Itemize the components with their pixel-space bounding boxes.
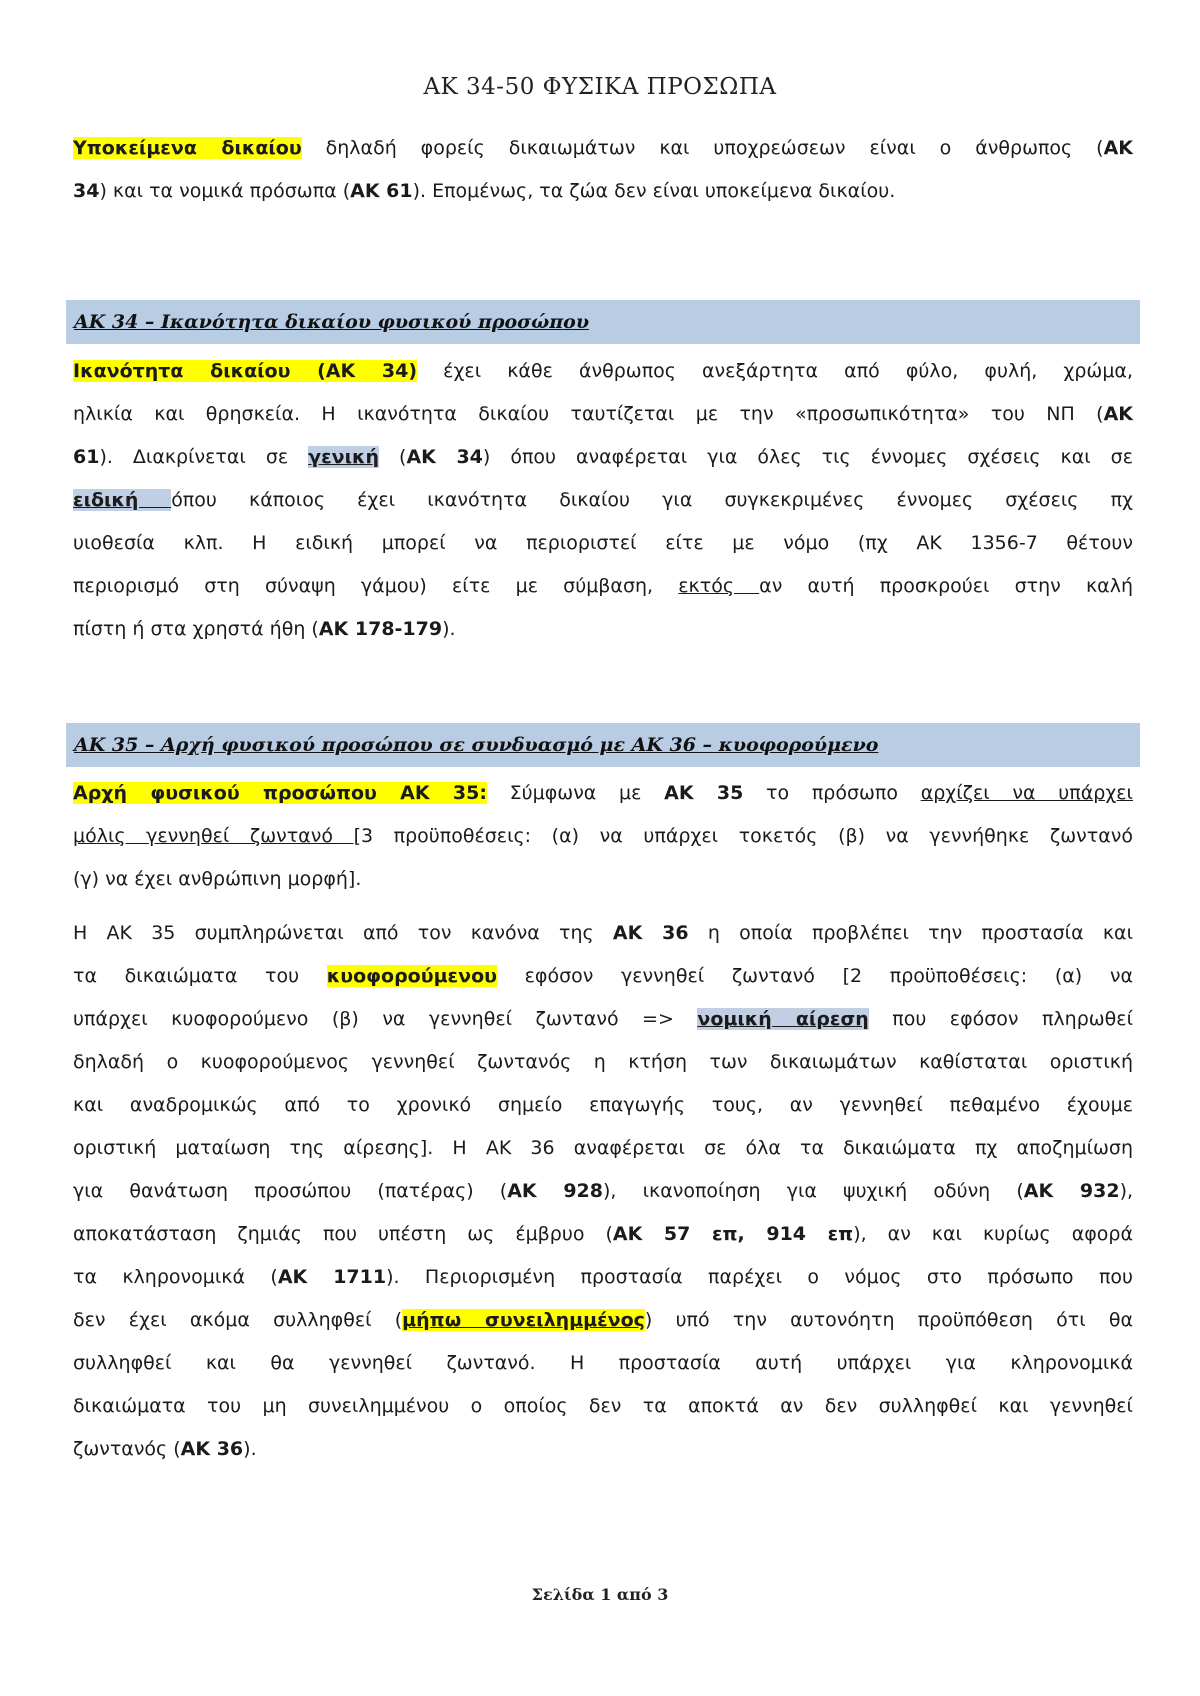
highlight-term: Υποκείμενα δικαίου — [73, 137, 302, 159]
blue-highlight-term: νομική αίρεση — [697, 1008, 869, 1030]
page-footer: Σελίδα 1 από 3 — [531, 1585, 669, 1604]
page-title: ΑΚ 34-50 ΦΥΣΙΚΑ ΠΡΟΣΩΠΑ — [423, 74, 777, 100]
section2-paragraph-2: Η ΑΚ 35 συμπληρώνεται από τον κανόνα της ΑΚ 36 η οποία προβλέπει την προστασία και τα δικαιώματα του κυοφορούμενου εφόσον γεννηθεί ζωντανό [2 προϋποθέσεις: (α) να υπάρχει κυοφορούμενο (β) να γεννηθεί ζωντανό => νομική αίρεση που εφόσον πληρωθεί δηλαδή ο κυοφορούμενος γεννηθεί ζωντανός η κτήση των δικαιωμάτων καθίσταται οριστική και αναδρομικώς από το χρονικό σημείο επαγωγής τους, αν γεννηθεί πεθαμένο έχουμε οριστική ματαίωση της αίρεσης]. Η ΑΚ 36 αναφέρεται σε όλα τα δικαιώματα πχ αποζημίωση για θανάτωση προσώπου (πατέρας) (ΑΚ 928), ικανοποίηση για ψυχική οδύνη (ΑΚ 932), αποκατάσταση ζημιάς που υπέστη ως έμβρυο (ΑΚ 57 επ, 914 επ), αν και κυρίως αφορά τα κληρονομικά (ΑΚ 1711). Περιορισμένη προστασία παρέχει ο νόμος στο πρόσωπο που δεν έχει ακόμα συλληφθεί (μήπω συνειλημμένος) υπό την αυτονόητη προϋπόθεση ότι θα συλληφθεί και θα γεννηθεί ζωντανό. Η προστασία αυτή υπάρχει για κληρονομικά δικαιώματα του μη συνειλημμένου ο οποίος δεν τα αποκτά αν δεν συλληφθεί και γεννηθεί ζωντανός (ΑΚ 36). — [73, 922, 1134, 1460]
intro-paragraph: Υποκείμενα δικαίου δηλαδή φορείς δικαιωμάτων και υποχρεώσεων είναι ο άνθρωπος (ΑΚ 34) και τα νομικά πρόσωπα (ΑΚ 61). Επομένως, τα ζώα δεν είναι υποκείμενα δικαίου. — [73, 137, 1133, 202]
highlight-term: κυοφορούμενου — [326, 965, 497, 987]
blue-highlight-term: γενική — [308, 446, 380, 468]
section-heading-ak34: ΑΚ 34 – Ικανότητα δικαίου φυσικού προσώπου — [66, 300, 1140, 344]
section2-paragraph-1: Αρχή φυσικού προσώπου ΑΚ 35: Σύμφωνα με ΑΚ 35 το πρόσωπο αρχίζει να υπάρχει μόλις γεννηθεί ζωντανό [3 προϋποθέσεις: (α) να υπάρχει τοκετός (β) να γεννήθηκε ζωντανό (γ) να έχει ανθρώπινη μορφή]. — [73, 782, 1133, 890]
highlight-term: μήπω συνειλημμένος — [402, 1309, 645, 1331]
blue-highlight-term: ειδική — [73, 489, 172, 511]
section-heading-ak35: ΑΚ 35 – Αρχή φυσικού προσώπου σε συνδυασμό με ΑΚ 36 – κυοφορούμενο — [66, 723, 1140, 767]
section1-paragraph: Ικανότητα δικαίου (ΑΚ 34) έχει κάθε άνθρωπος ανεξάρτητα από φύλο, φυλή, χρώμα, ηλικία και θρησκεία. Η ικανότητα δικαίου ταυτίζεται με την «προσωπικότητα» του ΝΠ (ΑΚ 61). Διακρίνεται σε γενική (ΑΚ 34) όπου αναφέρεται για όλες τις έννομες σχέσεις και σε ειδική όπου κάποιος έχει ικανότητα δικαίου για συγκεκριμένες έννομες σχέσεις πχ υιοθεσία κλπ. Η ειδική μπορεί να περιοριστεί είτε με νόμο (πχ ΑΚ 1356-7 θέτουν περιορισμό στη σύναψη γάμου) είτε με σύμβαση, εκτός αν αυτή προσκρούει στην καλή πίστη ή στα χρηστά ήθη (ΑΚ 178-179). — [73, 360, 1133, 640]
highlight-term: Ικανότητα δικαίου (ΑΚ 34) — [73, 360, 418, 382]
highlight-term: Αρχή φυσικού προσώπου ΑΚ 35: — [73, 782, 487, 804]
